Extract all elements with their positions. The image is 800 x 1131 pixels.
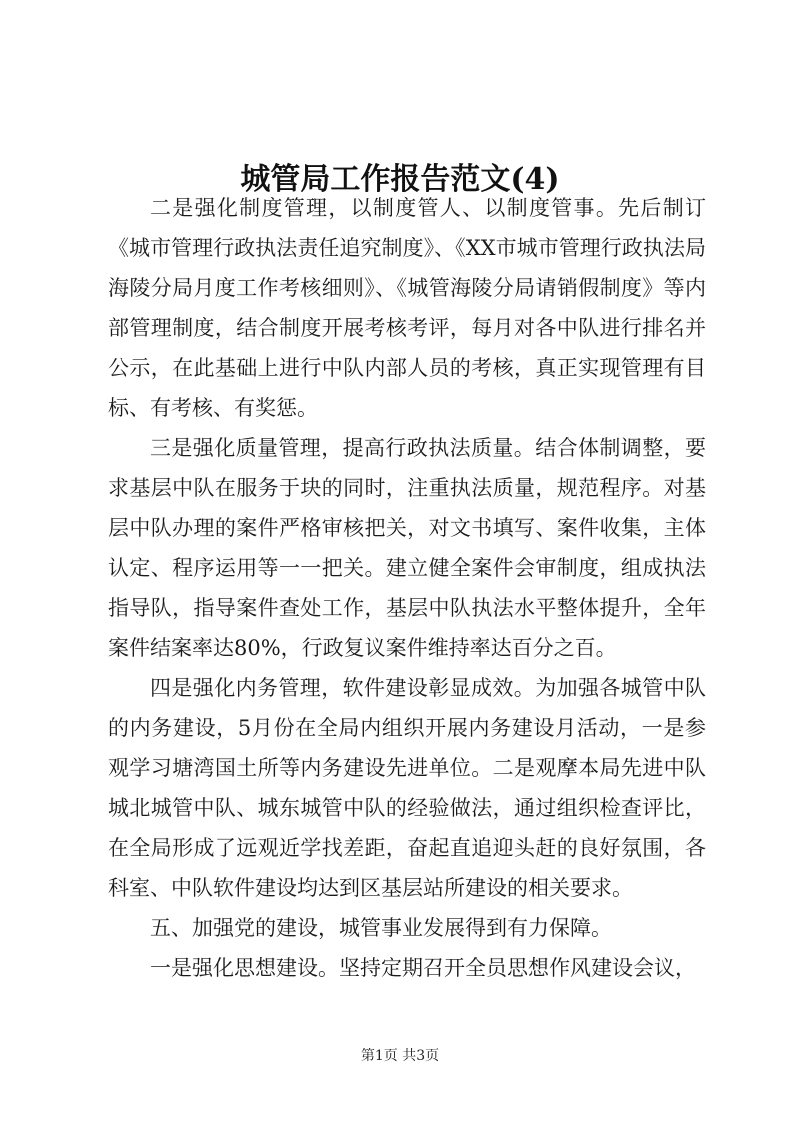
paragraph: 三是强化质量管理，提高行政执法质量。结合体制调整，要求基层中队在服务于块的同时，注重执法质量，规范程序。对基层中队办理的案件严格审核把关，对文书填写、案件收集，主体认定、程序运用等一一把关。建立健全案件会审制度，组成执法指导队，指导案件查处工作，基层中队执法水平整体提升，全年案件结案率达80%，行政复议案件维持率达百分之百。 (108, 436, 706, 660)
paragraph: 四是强化内务管理，软件建设彰显成效。为加强各城管中队的内务建设，5月份在全局内组织开展内务建设月活动，一是参观学习塘湾国土所等内务建设先进单位。二是观摩本局先进中队城北城管中队、城东城管中队的经验做法，通过组织检查评比，在全局形成了远观近学找差距，奋起直追迎头赶的良好氛围，各科室、中队软件建设均达到区基层站所建设的相关要求。 (108, 676, 706, 900)
section-heading: 五、加强党的建设，城管事业发展得到有力保障。 (150, 916, 612, 940)
page-footer: 第1页 共3页 (360, 1048, 440, 1064)
page-title: 城管局工作报告范文(4) (240, 162, 560, 198)
paragraph: 一是强化思想建设。坚持定期召开全员思想作风建设会议， (150, 956, 696, 980)
paragraph: 二是强化制度管理，以制度管人、以制度管事。先后制订《城市管理行政执法责任追究制度》、《XX市城市管理行政执法局海陵分局月度工作考核细则》、《城管海陵分局请销假制度》等内部管理制度，结合制度开展考核考评，每月对各中队进行排名并公示，在此基础上进行中队内部人员的考核，真正实现管理有目标、有考核、有奖惩。 (108, 196, 706, 420)
document-body (108, 188, 706, 988)
